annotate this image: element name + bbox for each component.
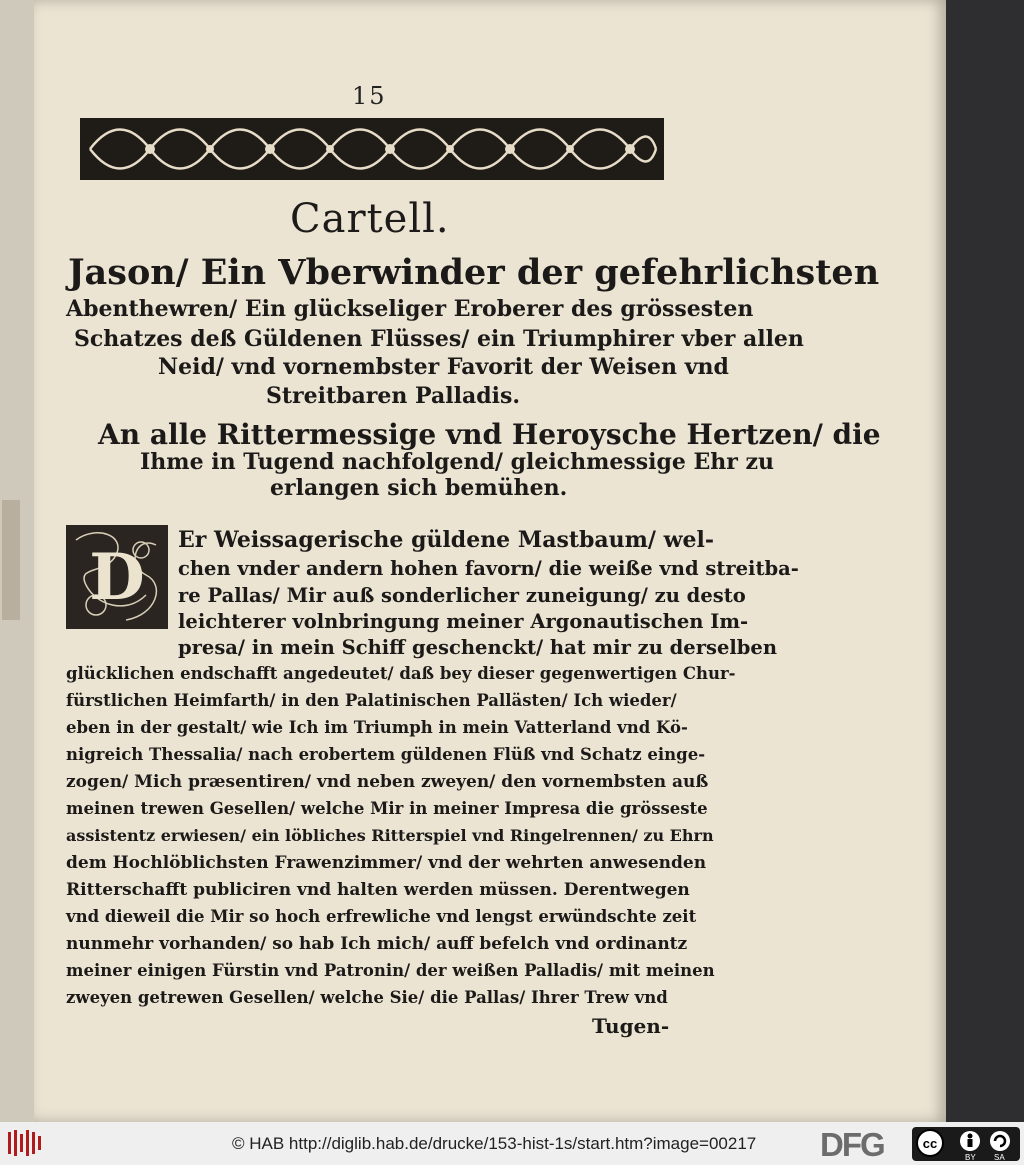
drop-cap-initial	[66, 525, 168, 629]
page-title: Cartell.	[290, 196, 450, 242]
cc-by-label: BY	[965, 1153, 976, 1162]
cc-sa-label: SA	[994, 1153, 1005, 1162]
viewer-footer	[0, 1122, 1024, 1165]
background-right	[946, 0, 1024, 1122]
body-line: fürstlichen Heimfarth/ in den Palatinischen Pallästen/ Ich wieder/	[66, 691, 677, 710]
subtitle-line: Abenthewren/ Ein glückseliger Eroberer des grössesten	[66, 296, 754, 322]
facing-page-edge	[0, 0, 34, 1122]
address-line: An alle Rittermessige vnd Heroysche Hertzen/ die	[98, 418, 881, 451]
body-line: Er Weissagerische güldene Mastbaum/ wel-	[178, 527, 715, 553]
body-line: meiner einigen Fürstin vnd Patronin/ der weißen Palladis/ mit meinen	[66, 961, 715, 980]
copyright-link[interactable]: © HAB http://diglib.hab.de/drucke/153-hist-1s/start.htm?image=00217	[232, 1134, 757, 1153]
drop-cap-letter: D	[89, 540, 145, 615]
subtitle-line: Schatzes deß Güldenen Flüsses/ ein Triumphirer vber allen	[74, 326, 804, 352]
body-line: eben in der gestalt/ wie Ich im Triumph in mein Vatterland vnd Kö-	[66, 718, 688, 737]
body-line: leichterer volnbringung meiner Argonautischen Im-	[178, 610, 749, 633]
cc-license-badge[interactable]	[912, 1127, 1020, 1161]
subtitle-line: Neid/ vnd vornembster Favorit der Weisen vnd	[158, 354, 729, 380]
body-line: zogen/ Mich præsentiren/ vnd neben zweyen/ den vornembsten auß	[66, 772, 709, 792]
page-number: 15	[352, 82, 387, 110]
body-line: zweyen getrewen Gesellen/ welche Sie/ die Pallas/ Ihrer Trew vnd	[66, 988, 668, 1007]
body-line: presa/ in mein Schiff geschenckt/ hat mir zu derselben	[178, 636, 777, 659]
body-line: Ritterschafft publiciren vnd halten werden müssen. Derentwegen	[66, 880, 690, 900]
body-line: vnd dieweil die Mir so hoch erfrewliche vnd lengst erwündschte zeit	[66, 907, 697, 926]
catchword: Tugen-	[592, 1014, 670, 1038]
body-line: nigreich Thessalia/ nach erobertem güldenen Flüß vnd Schatz einge-	[66, 745, 706, 764]
address-line: erlangen sich bemühen.	[270, 475, 568, 501]
body-line: assistentz erwiesen/ ein löbliches Ritterspiel vnd Ringelrennen/ zu Ehrn	[66, 826, 714, 845]
body-line: chen vnder andern hohen favorn/ die weiße vnd streitba-	[178, 557, 799, 580]
subtitle-line: Streitbaren Palladis.	[266, 383, 520, 409]
svg-text:cc: cc	[922, 1136, 938, 1151]
address-line: Ihme in Tugend nachfolgend/ gleichmessige Ehr zu	[140, 449, 775, 475]
body-line: nunmehr vorhanden/ so hab Ich mich/ auff befelch vnd ordinantz	[66, 934, 688, 954]
body-line: meinen trewen Gesellen/ welche Mir in meiner Impresa die grösseste	[66, 799, 708, 818]
headline: Jason/ Ein Vberwinder der gefehrlichsten	[68, 252, 880, 293]
body-line: dem Hochlöblichsten Frawenzimmer/ vnd der wehrten anwesenden	[66, 853, 707, 873]
ornament-band	[80, 118, 664, 180]
dfg-logo[interactable]: DFG	[820, 1126, 884, 1163]
body-line: re Pallas/ Mir auß sonderlicher zuneigung/ zu desto	[178, 584, 746, 607]
body-line: glücklichen endschafft angedeutet/ daß bey dieser gegenwertigen Chur-	[66, 664, 736, 683]
library-barcode-icon	[6, 1128, 44, 1158]
